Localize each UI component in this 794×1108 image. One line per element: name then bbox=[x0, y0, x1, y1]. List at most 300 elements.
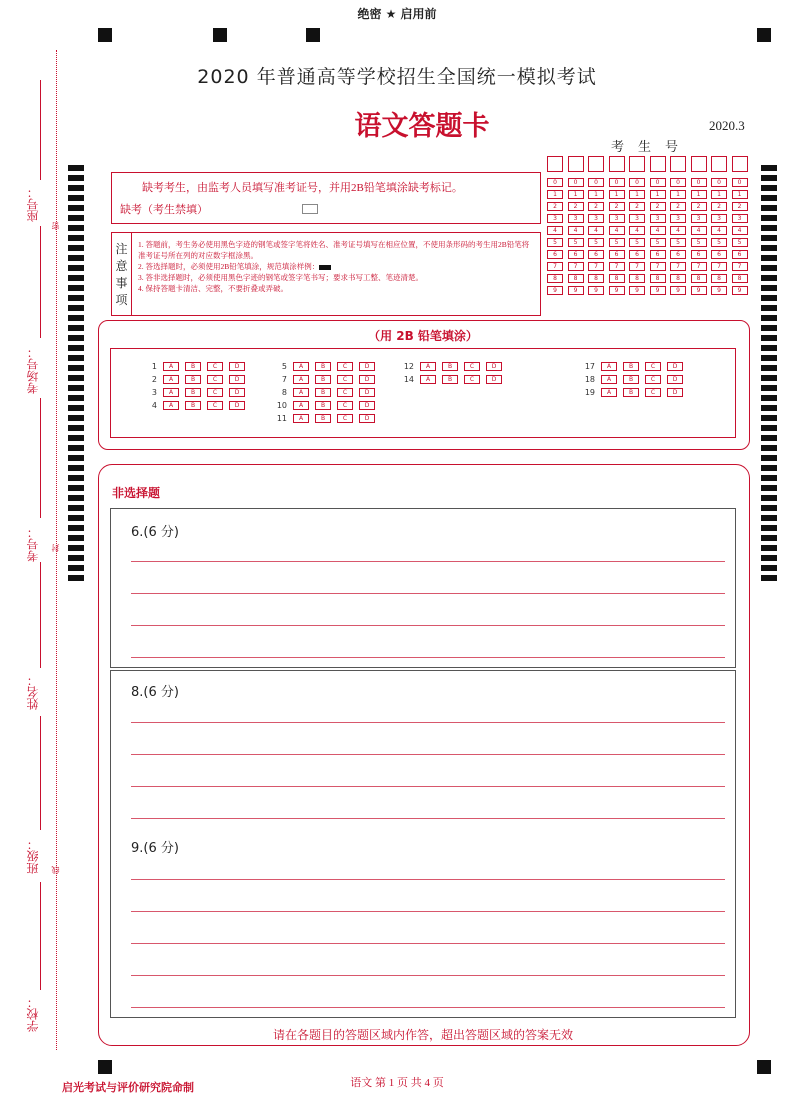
id-bubble[interactable]: 8 bbox=[568, 274, 584, 283]
timing-mark bbox=[68, 405, 84, 411]
choice-question-row bbox=[141, 375, 251, 385]
alignment-marker bbox=[306, 28, 320, 42]
id-bubble[interactable]: 6 bbox=[691, 250, 707, 259]
timing-mark bbox=[68, 215, 84, 221]
option-bubble[interactable]: C bbox=[337, 401, 353, 410]
id-bubble[interactable]: 5 bbox=[711, 238, 727, 247]
id-bubble[interactable]: 5 bbox=[568, 238, 584, 247]
id-bubble[interactable]: 5 bbox=[691, 238, 707, 247]
id-digit-box[interactable] bbox=[609, 156, 625, 172]
timing-mark bbox=[761, 495, 777, 501]
answer-line bbox=[131, 911, 725, 912]
id-bubble[interactable]: 3 bbox=[568, 214, 584, 223]
id-bubble[interactable]: 0 bbox=[711, 178, 727, 187]
id-digit-box[interactable] bbox=[568, 156, 584, 172]
answer-line bbox=[131, 657, 725, 658]
option-bubble[interactable]: C bbox=[207, 362, 223, 371]
option-bubble[interactable]: D bbox=[359, 362, 375, 371]
choice-question-row bbox=[141, 388, 251, 398]
id-bubble[interactable]: 0 bbox=[691, 178, 707, 187]
timing-mark bbox=[761, 225, 777, 231]
id-bubble[interactable]: 1 bbox=[568, 190, 584, 199]
question-number: 7 bbox=[281, 375, 287, 384]
option-bubble[interactable]: C bbox=[464, 375, 480, 384]
option-bubble[interactable]: B bbox=[623, 375, 639, 384]
id-bubble[interactable]: 2 bbox=[711, 202, 727, 211]
id-bubble[interactable]: 9 bbox=[732, 286, 748, 295]
option-bubble[interactable]: D bbox=[667, 375, 683, 384]
id-bubble[interactable]: 3 bbox=[650, 214, 666, 223]
id-bubble[interactable]: 1 bbox=[711, 190, 727, 199]
option-bubble[interactable]: D bbox=[359, 388, 375, 397]
option-bubble[interactable]: C bbox=[207, 401, 223, 410]
page-number: 语文 第 1 页 共 4 页 bbox=[350, 1077, 444, 1089]
answer-line bbox=[131, 625, 725, 626]
option-bubble[interactable]: D bbox=[359, 414, 375, 423]
timing-mark bbox=[68, 335, 84, 341]
option-bubble[interactable]: D bbox=[229, 375, 245, 384]
id-bubble[interactable]: 1 bbox=[629, 190, 645, 199]
answer-line bbox=[131, 1007, 725, 1008]
timing-mark bbox=[761, 215, 777, 221]
note-item: 1. 答题前，考生务必使用黑色字迹的钢笔或签字笔将姓名、准考证号填写在相应位置，不使用条形码的考生用2B铅笔将准考证号所在列的对应数字框涂黑。 bbox=[138, 240, 530, 260]
option-bubble[interactable]: D bbox=[229, 401, 245, 410]
id-bubble[interactable]: 1 bbox=[670, 190, 686, 199]
option-bubble[interactable]: D bbox=[486, 375, 502, 384]
timing-mark bbox=[68, 525, 84, 531]
id-bubble[interactable]: 0 bbox=[568, 178, 584, 187]
option-bubble[interactable]: A bbox=[293, 401, 309, 410]
option-bubble[interactable]: B bbox=[185, 375, 201, 384]
option-bubble[interactable]: D bbox=[229, 388, 245, 397]
id-bubble[interactable]: 5 bbox=[629, 238, 645, 247]
answer-line bbox=[131, 722, 725, 723]
id-bubble[interactable]: 6 bbox=[650, 250, 666, 259]
answer-line bbox=[131, 786, 725, 787]
id-bubble[interactable]: 2 bbox=[629, 202, 645, 211]
timing-mark bbox=[761, 465, 777, 471]
timing-mark bbox=[68, 535, 84, 541]
id-column bbox=[691, 156, 707, 298]
id-digit-box[interactable] bbox=[691, 156, 707, 172]
option-bubble[interactable]: C bbox=[337, 362, 353, 371]
timing-mark bbox=[761, 525, 777, 531]
option-bubble[interactable]: C bbox=[207, 375, 223, 384]
timing-mark bbox=[761, 395, 777, 401]
id-bubble[interactable]: 8 bbox=[711, 274, 727, 283]
option-bubble[interactable]: A bbox=[293, 362, 309, 371]
choice-question-row bbox=[271, 388, 381, 398]
id-bubble[interactable]: 2 bbox=[670, 202, 686, 211]
option-bubble[interactable]: D bbox=[359, 375, 375, 384]
option-bubble[interactable]: A bbox=[601, 362, 617, 371]
publisher: 启光考试与评价研究院命制 bbox=[62, 1081, 194, 1094]
timing-mark bbox=[761, 425, 777, 431]
option-bubble[interactable]: D bbox=[229, 362, 245, 371]
id-bubble[interactable]: 7 bbox=[691, 262, 707, 271]
id-bubble[interactable]: 6 bbox=[629, 250, 645, 259]
option-bubble[interactable]: B bbox=[315, 375, 331, 384]
id-digit-box[interactable] bbox=[670, 156, 686, 172]
id-bubble[interactable]: 9 bbox=[691, 286, 707, 295]
id-bubble[interactable]: 3 bbox=[609, 214, 625, 223]
id-bubble[interactable]: 7 bbox=[568, 262, 584, 271]
timing-mark bbox=[68, 385, 84, 391]
question-label: 9.(6 分) bbox=[131, 841, 179, 856]
id-bubble[interactable]: 4 bbox=[711, 226, 727, 235]
id-bubble[interactable]: 2 bbox=[568, 202, 584, 211]
choice-question-row bbox=[271, 362, 381, 372]
id-bubble[interactable]: 4 bbox=[547, 226, 563, 235]
timing-mark bbox=[68, 195, 84, 201]
room-label: 考场号： bbox=[26, 346, 40, 394]
choice-question-row bbox=[271, 401, 381, 411]
id-bubble[interactable]: 3 bbox=[547, 214, 563, 223]
id-bubble[interactable]: 7 bbox=[629, 262, 645, 271]
option-bubble[interactable]: B bbox=[315, 401, 331, 410]
id-digit-box[interactable] bbox=[629, 156, 645, 172]
id-bubble[interactable]: 7 bbox=[547, 262, 563, 271]
id-bubble[interactable]: 1 bbox=[650, 190, 666, 199]
id-bubble[interactable]: 6 bbox=[711, 250, 727, 259]
id-column bbox=[711, 156, 727, 298]
choice-question-row bbox=[271, 375, 381, 385]
timing-mark bbox=[761, 485, 777, 491]
id-bubble[interactable]: 0 bbox=[547, 178, 563, 187]
id-bubble[interactable]: 6 bbox=[670, 250, 686, 259]
id-bubble[interactable]: 6 bbox=[732, 250, 748, 259]
id-bubble[interactable]: 6 bbox=[588, 250, 604, 259]
option-bubble[interactable]: A bbox=[163, 362, 179, 371]
timing-mark bbox=[761, 185, 777, 191]
timing-mark bbox=[68, 515, 84, 521]
option-bubble[interactable]: B bbox=[315, 362, 331, 371]
question-number: 4 bbox=[151, 401, 157, 410]
id-digit-box[interactable] bbox=[588, 156, 604, 172]
margin-rule bbox=[40, 398, 41, 518]
id-bubble[interactable]: 8 bbox=[547, 274, 563, 283]
id-bubble[interactable]: 9 bbox=[629, 286, 645, 295]
timing-mark bbox=[68, 565, 84, 571]
id-bubble[interactable]: 9 bbox=[711, 286, 727, 295]
timing-mark bbox=[761, 205, 777, 211]
timing-mark bbox=[68, 465, 84, 471]
id-bubble[interactable]: 5 bbox=[650, 238, 666, 247]
id-bubble[interactable]: 9 bbox=[547, 286, 563, 295]
id-bubble[interactable]: 2 bbox=[588, 202, 604, 211]
timing-mark bbox=[68, 475, 84, 481]
option-bubble[interactable]: B bbox=[442, 362, 458, 371]
option-bubble[interactable]: A bbox=[420, 375, 436, 384]
timing-mark bbox=[761, 195, 777, 201]
id-bubble[interactable]: 2 bbox=[732, 202, 748, 211]
alignment-marker bbox=[98, 28, 112, 42]
exam-date: 2020.3 bbox=[709, 118, 745, 133]
option-bubble[interactable]: C bbox=[337, 375, 353, 384]
absent-checkbox[interactable] bbox=[302, 204, 318, 214]
id-digit-box[interactable] bbox=[711, 156, 727, 172]
question-number: 17 bbox=[584, 362, 595, 371]
id-column bbox=[609, 156, 625, 298]
id-bubble[interactable]: 0 bbox=[670, 178, 686, 187]
option-bubble[interactable]: C bbox=[645, 388, 661, 397]
id-bubble[interactable]: 0 bbox=[588, 178, 604, 187]
timing-mark bbox=[68, 415, 84, 421]
option-bubble[interactable]: C bbox=[645, 362, 661, 371]
timing-mark bbox=[68, 245, 84, 251]
option-bubble[interactable]: B bbox=[623, 388, 639, 397]
timing-mark bbox=[761, 555, 777, 561]
id-bubble[interactable]: 4 bbox=[650, 226, 666, 235]
timing-mark bbox=[68, 255, 84, 261]
id-digit-box[interactable] bbox=[732, 156, 748, 172]
option-bubble[interactable]: D bbox=[359, 401, 375, 410]
id-digit-box[interactable] bbox=[547, 156, 563, 172]
id-bubble[interactable]: 2 bbox=[650, 202, 666, 211]
id-bubble[interactable]: 3 bbox=[670, 214, 686, 223]
answer-line bbox=[131, 943, 725, 944]
id-bubble[interactable]: 4 bbox=[670, 226, 686, 235]
option-bubble[interactable]: A bbox=[293, 375, 309, 384]
answer-area-note: 请在各题目的答题区域内作答，超出答题区域的答案无效 bbox=[272, 1028, 573, 1042]
id-bubble[interactable]: 8 bbox=[629, 274, 645, 283]
question-number: 19 bbox=[584, 388, 595, 397]
seal-mark: 封 bbox=[51, 544, 60, 552]
id-bubble[interactable]: 0 bbox=[732, 178, 748, 187]
question-number: 1 bbox=[151, 362, 157, 371]
timing-mark bbox=[68, 305, 84, 311]
timing-mark bbox=[68, 495, 84, 501]
option-bubble[interactable]: C bbox=[337, 388, 353, 397]
choice-question-row bbox=[141, 362, 251, 372]
candidate-no-label: 考号： bbox=[26, 526, 40, 562]
option-bubble[interactable]: A bbox=[293, 388, 309, 397]
timing-mark bbox=[68, 395, 84, 401]
id-bubble[interactable]: 7 bbox=[650, 262, 666, 271]
id-bubble[interactable]: 4 bbox=[732, 226, 748, 235]
timing-mark bbox=[68, 285, 84, 291]
id-bubble[interactable]: 8 bbox=[650, 274, 666, 283]
option-bubble[interactable]: B bbox=[185, 388, 201, 397]
id-bubble[interactable]: 3 bbox=[629, 214, 645, 223]
id-bubble[interactable]: 4 bbox=[609, 226, 625, 235]
answer-line bbox=[131, 818, 725, 819]
class-label: 班级： bbox=[26, 838, 40, 874]
id-bubble[interactable]: 4 bbox=[629, 226, 645, 235]
timing-mark bbox=[761, 535, 777, 541]
question-label: 8.(6 分) bbox=[131, 685, 179, 700]
question-number: 14 bbox=[403, 375, 414, 384]
option-bubble[interactable]: B bbox=[315, 414, 331, 423]
id-bubble[interactable]: 5 bbox=[670, 238, 686, 247]
id-bubble[interactable]: 8 bbox=[609, 274, 625, 283]
id-bubble[interactable]: 8 bbox=[691, 274, 707, 283]
id-bubble[interactable]: 1 bbox=[732, 190, 748, 199]
id-bubble[interactable]: 4 bbox=[588, 226, 604, 235]
timing-mark bbox=[761, 445, 777, 451]
id-bubble[interactable]: 3 bbox=[588, 214, 604, 223]
timing-mark bbox=[68, 275, 84, 281]
id-bubble[interactable]: 9 bbox=[609, 286, 625, 295]
option-bubble[interactable]: A bbox=[293, 414, 309, 423]
option-bubble[interactable]: A bbox=[163, 375, 179, 384]
id-bubble[interactable]: 4 bbox=[568, 226, 584, 235]
timing-mark bbox=[68, 225, 84, 231]
timing-mark bbox=[68, 325, 84, 331]
id-bubble[interactable]: 1 bbox=[547, 190, 563, 199]
id-bubble[interactable]: 2 bbox=[547, 202, 563, 211]
option-bubble[interactable]: D bbox=[667, 362, 683, 371]
note-item: 3. 答非选择题时，必须使用黑色字迹的钢笔或签字笔书写；要求书写工整、笔迹清楚。 bbox=[138, 273, 423, 282]
option-bubble[interactable]: B bbox=[623, 362, 639, 371]
option-bubble[interactable]: B bbox=[315, 388, 331, 397]
timing-mark bbox=[761, 505, 777, 511]
option-bubble[interactable]: A bbox=[163, 401, 179, 410]
timing-mark bbox=[761, 235, 777, 241]
timing-mark bbox=[68, 455, 84, 461]
timing-mark bbox=[68, 575, 84, 581]
option-bubble[interactable]: B bbox=[185, 362, 201, 371]
seal-mark: 线 bbox=[51, 866, 60, 874]
exam-number-label: 考生号 bbox=[611, 140, 693, 155]
id-bubble[interactable]: 1 bbox=[691, 190, 707, 199]
timing-mark bbox=[68, 165, 84, 171]
id-bubble[interactable]: 2 bbox=[609, 202, 625, 211]
option-bubble[interactable]: C bbox=[337, 414, 353, 423]
question-number: 5 bbox=[281, 362, 287, 371]
id-bubble[interactable]: 7 bbox=[732, 262, 748, 271]
margin-rule bbox=[40, 882, 41, 990]
id-bubble[interactable]: 7 bbox=[588, 262, 604, 271]
id-bubble[interactable]: 9 bbox=[650, 286, 666, 295]
option-bubble[interactable]: D bbox=[667, 388, 683, 397]
timing-mark bbox=[761, 515, 777, 521]
timing-mark bbox=[761, 565, 777, 571]
option-bubble[interactable]: C bbox=[207, 388, 223, 397]
id-bubble[interactable]: 9 bbox=[670, 286, 686, 295]
margin-rule bbox=[40, 716, 41, 830]
id-bubble[interactable]: 3 bbox=[691, 214, 707, 223]
timing-mark bbox=[761, 475, 777, 481]
answer-line bbox=[131, 975, 725, 976]
id-bubble[interactable]: 6 bbox=[568, 250, 584, 259]
id-bubble[interactable]: 3 bbox=[732, 214, 748, 223]
id-bubble[interactable]: 2 bbox=[691, 202, 707, 211]
alignment-marker bbox=[213, 28, 227, 42]
id-bubble[interactable]: 7 bbox=[711, 262, 727, 271]
id-bubble[interactable]: 4 bbox=[691, 226, 707, 235]
question-number: 10 bbox=[276, 401, 287, 410]
option-bubble[interactable]: A bbox=[601, 375, 617, 384]
timing-mark bbox=[68, 425, 84, 431]
option-bubble[interactable]: D bbox=[486, 362, 502, 371]
id-bubble[interactable]: 5 bbox=[547, 238, 563, 247]
option-bubble[interactable]: A bbox=[163, 388, 179, 397]
id-column bbox=[568, 156, 584, 298]
timing-strip-left bbox=[68, 165, 84, 595]
option-bubble[interactable]: A bbox=[420, 362, 436, 371]
seat-label: 座号： bbox=[26, 186, 40, 222]
id-column bbox=[732, 156, 748, 298]
id-bubble[interactable]: 6 bbox=[547, 250, 563, 259]
timing-mark bbox=[761, 575, 777, 581]
id-bubble[interactable]: 8 bbox=[588, 274, 604, 283]
question-number: 18 bbox=[584, 375, 595, 384]
id-bubble[interactable]: 7 bbox=[670, 262, 686, 271]
choice-question-row bbox=[271, 414, 381, 424]
choice-question-row bbox=[398, 362, 508, 372]
margin-rule bbox=[40, 226, 41, 338]
id-bubble[interactable]: 8 bbox=[732, 274, 748, 283]
id-digit-box[interactable] bbox=[650, 156, 666, 172]
id-bubble[interactable]: 5 bbox=[732, 238, 748, 247]
id-bubble[interactable]: 0 bbox=[650, 178, 666, 187]
option-bubble[interactable]: A bbox=[601, 388, 617, 397]
id-column bbox=[650, 156, 666, 298]
id-column bbox=[629, 156, 645, 298]
id-bubble[interactable]: 9 bbox=[588, 286, 604, 295]
option-bubble[interactable]: B bbox=[442, 375, 458, 384]
timing-strip-right bbox=[761, 165, 777, 595]
timing-mark bbox=[68, 485, 84, 491]
id-bubble[interactable]: 0 bbox=[629, 178, 645, 187]
timing-mark bbox=[68, 185, 84, 191]
notes-list bbox=[138, 239, 536, 294]
id-bubble[interactable]: 6 bbox=[609, 250, 625, 259]
question-number: 2 bbox=[151, 375, 157, 384]
notes-section bbox=[111, 232, 541, 316]
timing-mark bbox=[68, 445, 84, 451]
timing-mark bbox=[761, 175, 777, 181]
id-column bbox=[547, 156, 563, 298]
alignment-marker bbox=[757, 28, 771, 42]
answer-line bbox=[131, 593, 725, 594]
timing-mark bbox=[761, 335, 777, 341]
id-bubble[interactable]: 5 bbox=[609, 238, 625, 247]
id-bubble[interactable]: 5 bbox=[588, 238, 604, 247]
question-label: 6.(6 分) bbox=[131, 525, 179, 540]
answer-box-q6[interactable] bbox=[110, 508, 736, 668]
answer-line bbox=[131, 754, 725, 755]
question-number: 12 bbox=[403, 362, 414, 371]
option-bubble[interactable]: C bbox=[464, 362, 480, 371]
alignment-marker bbox=[98, 1060, 112, 1074]
absent-instruction: 缺考考生，由监考人员填写准考证号，并用2B铅笔填涂缺考标记。 bbox=[142, 182, 463, 194]
school-label: 学校： bbox=[26, 996, 40, 1032]
option-bubble[interactable]: B bbox=[185, 401, 201, 410]
option-bubble[interactable]: C bbox=[645, 375, 661, 384]
timing-mark bbox=[68, 435, 84, 441]
timing-mark bbox=[68, 375, 84, 381]
id-bubble[interactable]: 9 bbox=[568, 286, 584, 295]
id-bubble[interactable]: 8 bbox=[670, 274, 686, 283]
timing-mark bbox=[68, 505, 84, 511]
id-bubble[interactable]: 7 bbox=[609, 262, 625, 271]
timing-mark bbox=[761, 245, 777, 251]
id-bubble[interactable]: 1 bbox=[609, 190, 625, 199]
id-bubble[interactable]: 1 bbox=[588, 190, 604, 199]
timing-mark bbox=[68, 545, 84, 551]
timing-mark bbox=[761, 455, 777, 461]
id-bubble[interactable]: 3 bbox=[711, 214, 727, 223]
timing-mark bbox=[68, 365, 84, 371]
timing-mark bbox=[68, 175, 84, 181]
timing-mark bbox=[761, 375, 777, 381]
timing-mark bbox=[68, 345, 84, 351]
timing-mark bbox=[68, 235, 84, 241]
id-bubble[interactable]: 0 bbox=[609, 178, 625, 187]
exam-title: 2020 年普通高等学校招生全国统一模拟考试 bbox=[197, 66, 597, 88]
